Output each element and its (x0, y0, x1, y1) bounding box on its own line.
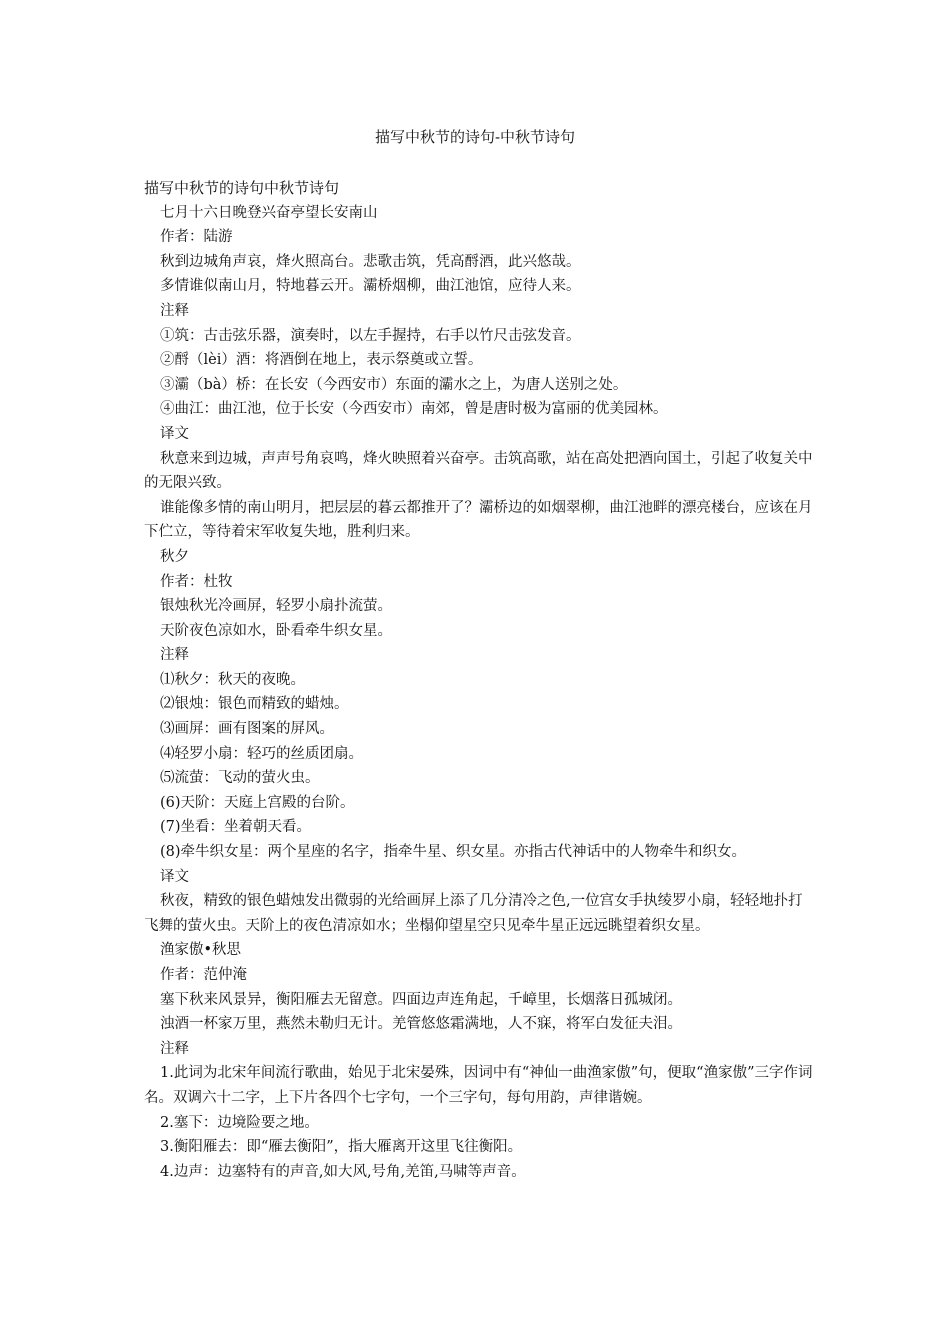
paragraph: 秋到边城角声哀，烽火照高台。悲歌击筑，凭高酹酒，此兴悠哉。 (160, 253, 581, 270)
paragraph: 秋夜，精致的银色蜡烛发出微弱的光给画屏上添了几分清冷之色,一位宫女手执绫罗小扇，轻轻地扑打飞舞的萤火虫。天阶上的夜色清凉如水；坐榻仰望星空只见牵牛星正远远眺望着织女星。 (144, 893, 803, 934)
paragraph: ④曲江：曲江池，位于长安（今西安市）南郊，曾是唐时极为富丽的优美园林。 (160, 401, 668, 418)
paragraph: ⑷轻罗小扇：轻巧的丝质团扇。 (160, 745, 363, 762)
paragraph: 1.此词为北宋年间流行歌曲，始见于北宋晏殊，因词中有“神仙一曲渔家傲”句，便取“渔家傲”三字作词名。双调六十二字，上下片各四个七字句，一个三字句，每句用韵，声律谐婉。 (144, 1065, 813, 1106)
paragraph: ⑴秋夕：秋天的夜晚。 (160, 671, 305, 688)
paragraph: 天阶夜色凉如水，卧看牵牛织女星。 (160, 622, 392, 639)
paragraph: ③灞（bà）桥：在长安（今西安市）东面的灞水之上，为唐人送别之处。 (160, 376, 628, 393)
paragraph: 作者：范仲淹 (160, 967, 247, 983)
paragraph: 七月十六日晚登兴奋亭望长安南山 (160, 204, 378, 221)
paragraph: 描写中秋节的诗句中秋节诗句 (144, 179, 340, 197)
paragraph: 多情谁似南山月，特地暮云开。灞桥烟柳，曲江池馆，应待人来。 (160, 278, 581, 295)
paragraph: (8)牵牛织女星：两个星座的名字，指牵牛星、织女星。亦指古代神话中的人物牵牛和织女。 (160, 844, 747, 861)
paragraph: 秋意来到边城，声声号角哀鸣，烽火映照着兴奋亭。击筑高歌，站在高处把酒向国土，引起了收复关中的无限兴致。 (144, 450, 813, 492)
paragraph: 浊酒一杯家万里，燕然未勒归无计。羌管悠悠霜满地，人不寐，将军白发征夫泪。 (160, 1016, 682, 1033)
paragraph: ⑶画屏：画有图案的屏风。 (160, 721, 334, 738)
paragraph: (7)坐看：坐着朝天看。 (160, 819, 312, 836)
paragraph: 谁能像多情的南山明月，把层层的暮云都推开了？灞桥边的如烟翠柳，曲江池畔的漂亮楼台，应该在月下伫立，等待着宋军收复失地，胜利归来。 (144, 499, 813, 541)
paragraph: 2.塞下：边境险要之地。 (160, 1114, 319, 1131)
paragraph: ②酹（lèi）酒：将酒倒在地上，表示祭奠或立誓。 (160, 352, 483, 369)
paragraph: ⑸流萤：飞动的萤火虫。 (160, 770, 320, 787)
paragraph: ⑵银烛：银色而精致的蜡烛。 (160, 696, 349, 713)
page-title: 描写中秋节的诗句-中秋节诗句 (374, 128, 576, 146)
paragraph: 秋夕 (160, 548, 189, 565)
paragraph: 注释 (160, 647, 189, 664)
document-body (144, 176, 814, 1184)
paragraph: 塞下秋来风景异，衡阳雁去无留意。四面边声连角起，千嶂里，长烟落日孤城闭。 (160, 991, 682, 1008)
paragraph: (6)天阶：天庭上宫殿的台阶。 (160, 794, 355, 811)
paragraph: 银烛秋光冷画屏，轻罗小扇扑流萤。 (160, 598, 392, 615)
paragraph: 注释 (160, 302, 189, 319)
paragraph: 4.边声：边塞特有的声音,如大风,号角,羌笛,马啸等声音。 (160, 1163, 526, 1180)
paragraph: 3.衡阳雁去：即“雁去衡阳”，指大雁离开这里飞往衡阳。 (160, 1139, 523, 1156)
paragraph: ①筑：古击弦乐器，演奏时，以左手握持，右手以竹尺击弦发音。 (160, 327, 581, 344)
paragraph: 作者：杜牧 (160, 573, 233, 590)
paragraph: 渔家傲•秋思 (160, 942, 242, 959)
paragraph: 译文 (160, 868, 189, 885)
paragraph: 注释 (160, 1040, 189, 1057)
paragraph: 译文 (160, 425, 189, 442)
paragraph: 作者：陆游 (160, 229, 233, 246)
